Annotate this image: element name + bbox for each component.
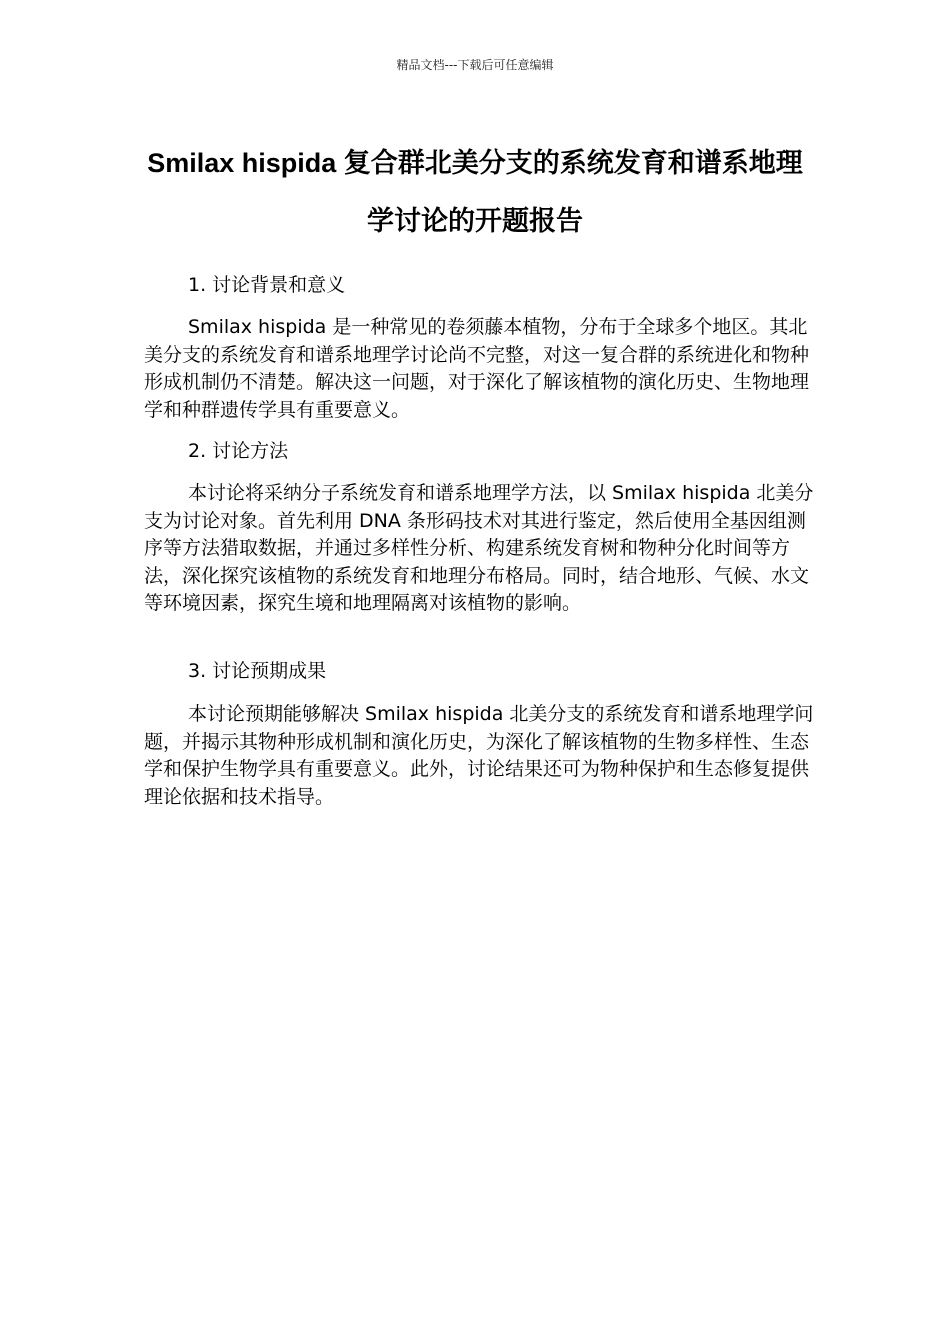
document-title: Smilax hispida 复合群北美分支的系统发育和谱系地理学讨论的开题报告 [147, 148, 803, 236]
section-heading-background: 1. 讨论背景和意义 [188, 274, 346, 296]
section-paragraph-expected-results: 本讨论预期能够解决 Smilax hispida 北美分支的系统发育和谱系地理学问题，并揭示其物种形成机制和演化历史，为深化了解该植物的生物多样性、生态学和保护生物学具有重要意义。此外，讨论结果还可为物种保护和生态修复提供理论依据和技术指导。 [144, 703, 814, 808]
header-note: 精品文档---下载后可任意编辑 [396, 58, 554, 72]
section-heading-expected-results: 3. 讨论预期成果 [188, 660, 327, 682]
section-heading-methods: 2. 讨论方法 [188, 440, 289, 462]
section-paragraph-methods: 本讨论将采纳分子系统发育和谱系地理学方法，以 Smilax hispida 北美分支为讨论对象。首先利用 DNA 条形码技术对其进行鉴定，然后使用全基因组测序等方法猎取数据，并通过多样性分析、构建系统发育树和物种分化时间等方法，深化探究该植物的系统发育和地理分布格局。同时，结合地形、气候、水文等环境因素，探究生境和地理隔离对该植物的影响。 [144, 482, 814, 614]
section-paragraph-background: Smilax hispida 是一种常见的卷须藤本植物，分布于全球多个地区。其北美分支的系统发育和谱系地理学讨论尚不完整，对这一复合群的系统进化和物种形成机制仍不清楚。解决这一问题，对于深化了解该植物的演化历史、生物地理学和种群遗传学具有重要意义。 [144, 316, 810, 421]
